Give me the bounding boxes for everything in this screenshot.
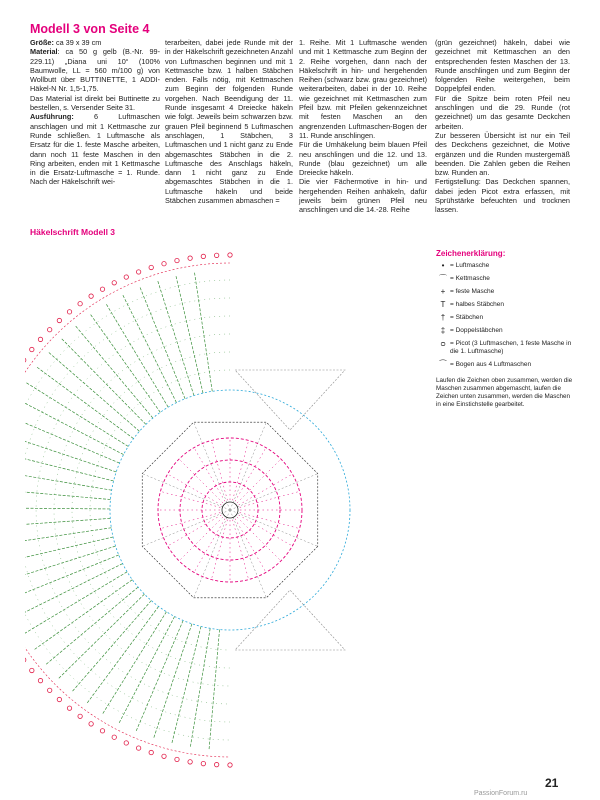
paragraph-material: Material: ca 50 g gelb (B.-Nr. 99-229.11) „Diana uni 10“ (100% Baumwolle, LL = 560 m/100 g) von Wollbutt über BUTTINETTE, 1 ADDI-Häkel-N Nr. 1,5-1,75. (30, 47, 160, 94)
legend-item (436, 361, 576, 369)
treble-crochet-icon: ‡ (440, 326, 446, 335)
paragraph-fans: Die vier Fächermotive in hin- und hergehenden Reihen anhäkeln, dafür jeweils beim grünen Pfeil neu anschlingen und die 14.-28. Reihe (299, 177, 427, 215)
legend-label: = Stäbchen (450, 314, 484, 321)
arc-icon: ⁀ (439, 360, 447, 369)
legend-item (436, 314, 576, 322)
legend-item (436, 262, 576, 270)
half-double-crochet-icon: T (440, 300, 446, 309)
picot-icon: ᴑ (440, 339, 446, 348)
legend-item (436, 288, 576, 296)
legend-label: = halbes Stäbchen (450, 301, 505, 308)
paragraph-finishing: Fertigstellung: Das Deckchen spannen, dabei jeden Picot extra erfassen, mit Sprühstärke befeuchten und trocknen lassen. (435, 177, 570, 215)
paragraph-rows: 1. Reihe. Mit 1 Luftmasche wenden und mit 1 Kettmasche zum Beginn der 2. Reihe vorgehen, dann nach der Häkelschrift in hin- und hergehenden Reihen (schwarz bzw. grau gezeichnet) weiterarbeiten, dabei in der 10. Reihe wie gezeichnet mit Kettmaschen zum Pfeil bzw. mit Pfeilen gekennzeichnet mit festen Maschen an den angrenzenden Luftmaschen-Bogen der 11. Runde anschlingen. (299, 38, 427, 140)
legend-item (436, 340, 576, 356)
paragraph-fans-cont: (grün gezeichnet) häkeln, dabei wie gezeichnet mit Kettmaschen an den entsprechenden festen Maschen der 13. Runde anschlingen und zum Beginn der folgenden Reihe weitergehen, beim Doppelpfeil enden. (435, 38, 570, 94)
page-number: 21 (545, 776, 559, 790)
legend-label: = Picot (3 Luftmaschen, 1 feste Masche in die 1. Luftmasche) (450, 340, 572, 355)
legend-item (436, 327, 576, 335)
legend-label: = Kettmasche (450, 275, 490, 282)
paragraph-size: Größe: ca 39 x 39 cm (30, 38, 102, 47)
paragraph-edging: Für die Umhäkelung beim blauen Pfeil neu anschlingen und die 12. und 13. Runde (blau gezeichnet) um alle Dreiecke häkeln. (299, 140, 427, 178)
slip-stitch-icon: ⌒ (439, 274, 447, 283)
text-column-4 (435, 38, 570, 215)
text-column-1 (30, 38, 160, 187)
source-watermark: PassionForum.ru (474, 790, 528, 797)
paragraph-tip: Für die Spitze beim roten Pfeil neu anschlingen und die 29. Runde (rot gezeichnet) um das gesamte Deckchen arbeiten. (435, 93, 570, 131)
legend-label: = feste Masche (450, 288, 495, 295)
paragraph-continue: terarbeiten, dabei jede Runde mit der in der Häkelschrift gezeichneten Anzahl von Luftmaschen beginnen und mit 1 Kettmasche bzw. 1 halben Stäbchen enden. Falls nötig, mit Kettmaschen zum Beginn der folgenden Runde vorgehen. Nach Beendigung der 11. Runde insgesamt 4 Dreiecke häkeln wie folgt. Jeweils beim schwarzen bzw. grauen Pfeil beginnend 5 Luftmaschen anschlagen, 1 Stäbchen, 3 Luftmaschen und 1 nicht ganz zu Ende abgemaschtes Stäbchen in die 2. Luftmasche des Anschlags häkeln, dann 1 nicht ganz zu Ende abgemaschtes Stäbchen in die 1. Luftmasche häkeln und beide Stäbchen zusammen abmaschen = (165, 38, 293, 206)
page-title: Modell 3 von Seite 4 (30, 22, 150, 36)
chain-icon: • (441, 261, 445, 270)
legend-item (436, 275, 576, 283)
legend-title: Zeichenerklärung: (436, 249, 506, 258)
paragraph-instructions: Ausführung: 6 Luftmaschen anschlagen und mit 1 Kettmasche zur Runde schließen. 1 Luftmasche als Ersatz für die 1. feste Masche arbeiten, dann noch 11 feste Maschen in den Ring arbeiten, enden mit 1 Kettmasche in die Ersatz-Luftmasche = 1. Runde. Nach der Häkelschrift wei- (30, 112, 160, 187)
diagram-title: Häkelschrift Modell 3 (30, 227, 116, 237)
legend-label: = Bogen aus 4 Luftmaschen (450, 361, 532, 368)
text-column-2 (165, 38, 293, 205)
crochet-diagram (25, 238, 435, 783)
paragraph-order: Das Material ist direkt bei Buttinette zu bestellen, s. Versender Seite 31. (30, 93, 160, 113)
legend-item (436, 301, 576, 309)
text-column-3 (299, 38, 427, 215)
legend-label: = Doppelstäbchen (450, 327, 503, 334)
legend-label: = Luftmasche (450, 262, 490, 269)
legend (436, 250, 576, 409)
double-crochet-icon: † (440, 313, 446, 322)
single-crochet-icon: + (440, 287, 446, 296)
paragraph-overview: Zur besseren Übersicht ist nur ein Teil des Deckchens gezeichnet, die Motive ergänzen und die Runden mustergemäß beenden. Die Zahlen geben die Reihen bzw. Runden an. (435, 130, 570, 178)
legend-note: Laufen die Zeichen oben zusammen, werden die Maschen zusammen abgemascht, laufen die Zeichen unten zusammen, werden die Maschen in eine Einstichstelle gearbeitet. (436, 377, 573, 408)
